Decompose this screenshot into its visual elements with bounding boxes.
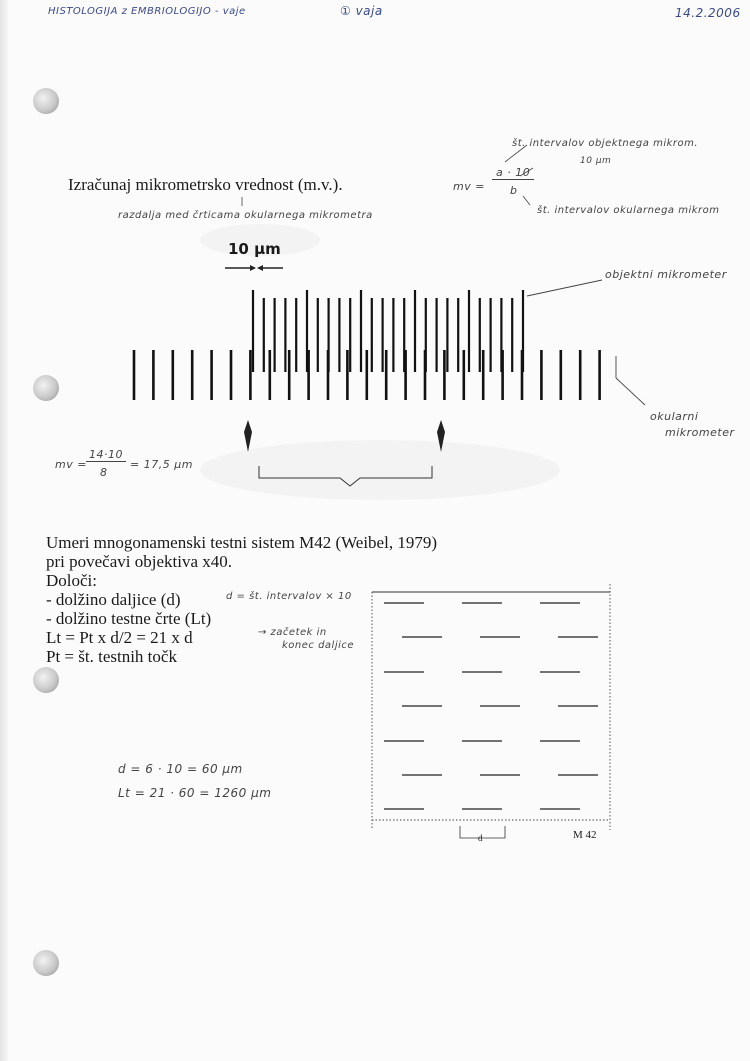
scale-10um: 10 μm bbox=[228, 240, 281, 258]
note-objektni-intervals: št. intervalov objektnega mikrom. bbox=[512, 138, 699, 149]
task1-question: Izračunaj mikrometrsko vrednost (m.v.). bbox=[68, 175, 343, 194]
mv-label: mv = bbox=[453, 180, 485, 193]
header-course: HISTOLOGIJA z EMBRIOLOGIJO - vaje bbox=[48, 6, 246, 17]
note-lt-1: → začetek in bbox=[258, 627, 327, 638]
mv-denominator: b bbox=[510, 184, 518, 197]
note-10um: 10 μm bbox=[580, 156, 612, 166]
label-objektni-mikrometer: objektni mikrometer bbox=[605, 268, 727, 281]
task2-line7: Pt = št. testnih točk bbox=[46, 647, 177, 666]
header-date: 14.2.2006 bbox=[675, 6, 741, 20]
calc-denominator: 8 bbox=[100, 466, 108, 479]
grid-d-label: d bbox=[478, 833, 483, 843]
calc-numerator: 14·10 bbox=[86, 448, 126, 462]
task2-line4: - dolžino daljice (d) bbox=[46, 590, 181, 609]
task2-line1: Umeri mnogonamenski testni sistem M42 (Weibel, 1979) bbox=[46, 533, 437, 552]
razdalja-note: razdalja med črticama okularnega mikrometra bbox=[118, 210, 373, 221]
label-okularni-2: mikrometer bbox=[665, 426, 735, 439]
grid-name-m42: M 42 bbox=[573, 829, 597, 841]
mv-numerator: a · 10 bbox=[492, 166, 534, 180]
calc-result: = 17,5 μm bbox=[130, 458, 193, 471]
label-okularni-1: okularni bbox=[650, 410, 699, 423]
answer-lt: Lt = 21 · 60 = 1260 μm bbox=[118, 786, 272, 800]
task2-line2: pri povečavi objektiva x40. bbox=[46, 552, 233, 571]
answer-d: d = 6 · 10 = 60 μm bbox=[118, 762, 243, 776]
note-okularni-intervals: št. intervalov okularnega mikrom bbox=[537, 205, 720, 216]
task2-line5: - dolžino testne črte (Lt) bbox=[46, 609, 212, 628]
note-lt-2: konec daljice bbox=[282, 640, 355, 651]
calc-mv-label: mv = bbox=[55, 458, 87, 471]
task2-line3: Določi: bbox=[46, 571, 97, 590]
header-exercise: ① vaja bbox=[340, 4, 383, 18]
note-d: d = št. intervalov × 10 bbox=[226, 591, 352, 602]
task2-line6: Lt = Pt x d/2 = 21 x d bbox=[46, 628, 193, 647]
